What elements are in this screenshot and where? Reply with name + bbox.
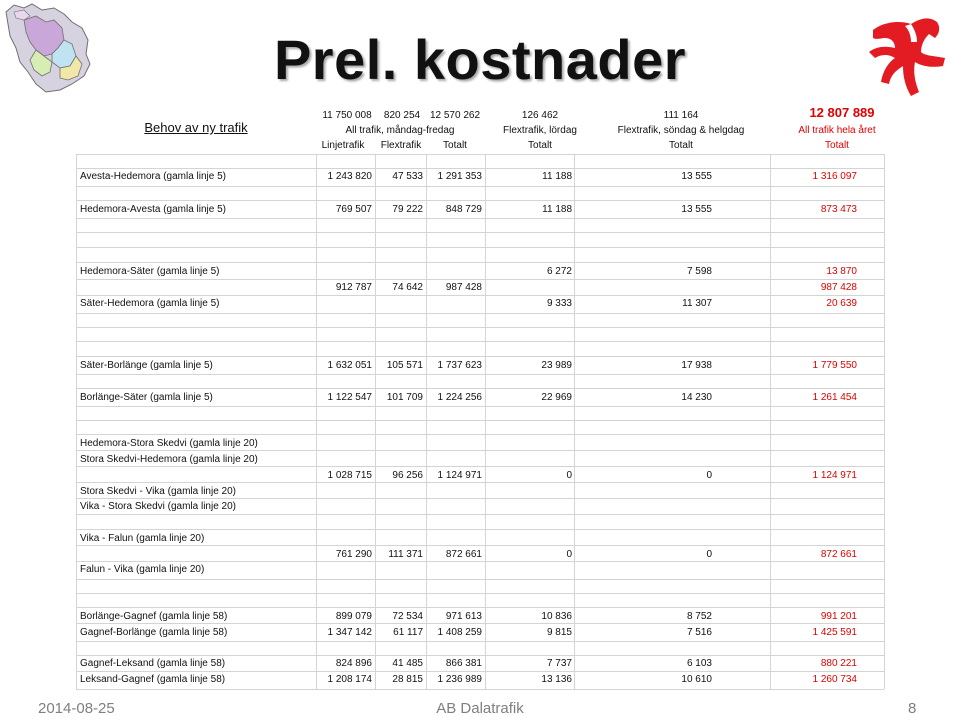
row-value: 1 122 547	[327, 392, 372, 403]
row-value: 0	[566, 549, 572, 560]
row-value: 1 208 174	[327, 674, 372, 685]
row-total-value: 987 428	[820, 282, 857, 293]
header-group: Flextrafik, söndag & helgdag	[617, 125, 745, 136]
row-total-value: 880 221	[820, 658, 857, 669]
header-top-value: 820 254	[383, 110, 421, 121]
row-total-value: 1 316 097	[812, 171, 857, 182]
header-column: Linjetrafik	[321, 140, 365, 151]
row-value: 1 224 256	[437, 392, 482, 403]
header-top-value: 11 750 008	[322, 110, 372, 121]
header-group: Flextrafik, lördag	[503, 125, 577, 136]
row-label: Avesta-Hedemora (gamla linje 5)	[80, 171, 226, 182]
header-top-value: 12 807 889	[809, 105, 875, 120]
header-top-value: 126 462	[521, 110, 559, 121]
row-value: 0	[706, 470, 712, 481]
row-value: 61 117	[393, 627, 423, 638]
row-value: 105 571	[386, 360, 423, 371]
row-value: 6 103	[686, 658, 712, 669]
row-label: Gagnef-Leksand (gamla linje 58)	[80, 658, 226, 669]
row-value: 11 188	[542, 204, 572, 215]
row-value: 10 610	[681, 674, 712, 685]
row-total-value: 1 779 550	[812, 360, 857, 371]
row-value: 111 371	[388, 549, 423, 560]
row-value: 23 989	[541, 360, 572, 371]
header-column: Totalt	[528, 140, 552, 151]
row-value: 1 408 259	[437, 627, 482, 638]
row-value: 13 555	[681, 171, 712, 182]
row-value: 41 485	[392, 658, 423, 669]
header-column: Totalt	[825, 140, 849, 151]
row-label: Borlänge-Säter (gamla linje 5)	[80, 392, 213, 403]
header-top-value: 12 570 262	[429, 110, 481, 121]
row-total-value: 991 201	[820, 611, 857, 622]
row-label: Vika - Stora Skedvi (gamla linje 20)	[80, 501, 236, 512]
row-value: 47 533	[392, 171, 423, 182]
row-value: 79 222	[392, 204, 423, 215]
row-value: 824 896	[335, 658, 372, 669]
row-value: 971 613	[445, 611, 482, 622]
row-label: Borlänge-Gagnef (gamla linje 58)	[80, 611, 228, 622]
row-value: 7 598	[686, 266, 712, 277]
row-value: 96 256	[392, 470, 423, 481]
row-value: 9 333	[546, 298, 572, 309]
row-value: 987 428	[445, 282, 482, 293]
footer-org: AB Dalatrafik	[436, 700, 524, 717]
row-total-value: 13 870	[826, 266, 857, 277]
row-value: 1 347 142	[327, 627, 372, 638]
row-value: 22 969	[541, 392, 572, 403]
row-value: 13 136	[541, 674, 572, 685]
row-value: 74 642	[392, 282, 423, 293]
row-total-value: 872 661	[820, 549, 857, 560]
row-value: 7 516	[686, 627, 712, 638]
header-group: All trafik, måndag-fredag	[345, 125, 455, 136]
row-value: 0	[706, 549, 712, 560]
row-label: Gagnef-Borlänge (gamla linje 58)	[80, 627, 228, 638]
row-value: 912 787	[335, 282, 372, 293]
row-value: 1 124 971	[437, 470, 482, 481]
row-value: 848 729	[445, 204, 482, 215]
row-value: 761 290	[335, 549, 372, 560]
row-value: 899 079	[335, 611, 372, 622]
row-value: 13 555	[681, 204, 712, 215]
row-value: 8 752	[686, 611, 712, 622]
row-value: 866 381	[445, 658, 482, 669]
header-column: Flextrafik	[380, 140, 422, 151]
row-value: 872 661	[445, 549, 482, 560]
row-label: Falun - Vika (gamla linje 20)	[80, 564, 205, 575]
page-title: Prel. kostnader	[273, 28, 687, 91]
row-label: Leksand-Gagnef (gamla linje 58)	[80, 674, 226, 685]
row-value: 1 028 715	[327, 470, 372, 481]
row-value: 17 938	[681, 360, 712, 371]
header-column: Totalt	[669, 140, 693, 151]
header-group: All trafik hela året	[798, 125, 876, 136]
row-label: Säter-Borlänge (gamla linje 5)	[80, 360, 213, 371]
row-value: 1 632 051	[327, 360, 372, 371]
row-value: 0	[566, 470, 572, 481]
table-header-label: Behov av ny trafik	[144, 120, 248, 135]
row-value: 6 272	[546, 266, 572, 277]
row-label: Säter-Hedemora (gamla linje 5)	[80, 298, 220, 309]
row-label: Stora Skedvi - Vika (gamla linje 20)	[80, 486, 236, 497]
header-column: Totalt	[443, 140, 467, 151]
row-label: Stora Skedvi-Hedemora (gamla linje 20)	[80, 454, 258, 465]
row-value: 1 737 623	[437, 360, 482, 371]
row-value: 9 815	[546, 627, 572, 638]
row-value: 14 230	[681, 392, 712, 403]
row-value: 1 243 820	[327, 171, 372, 182]
row-label: Hedemora-Stora Skedvi (gamla linje 20)	[80, 438, 258, 449]
row-value: 7 737	[546, 658, 572, 669]
footer-page-number: 8	[908, 700, 917, 717]
row-value: 769 507	[335, 204, 372, 215]
row-total-value: 1 261 454	[812, 392, 857, 403]
row-total-value: 873 473	[820, 204, 857, 215]
row-total-value: 1 425 591	[812, 627, 857, 638]
footer-date: 2014-08-25	[38, 700, 115, 717]
row-value: 11 188	[542, 171, 572, 182]
row-value: 101 709	[386, 392, 423, 403]
row-value: 28 815	[392, 674, 423, 685]
row-label: Hedemora-Säter (gamla linje 5)	[80, 266, 220, 277]
header-top-value: 111 164	[663, 110, 699, 121]
row-total-value: 20 639	[826, 298, 857, 309]
row-value: 10 836	[541, 611, 572, 622]
row-total-value: 1 260 734	[812, 674, 857, 685]
row-label: Hedemora-Avesta (gamla linje 5)	[80, 204, 226, 215]
row-value: 11 307	[682, 298, 712, 309]
row-value: 1 236 989	[437, 674, 482, 685]
row-label: Vika - Falun (gamla linje 20)	[80, 533, 205, 544]
row-value: 72 534	[392, 611, 423, 622]
row-total-value: 1 124 971	[812, 470, 857, 481]
row-value: 1 291 353	[437, 171, 482, 182]
